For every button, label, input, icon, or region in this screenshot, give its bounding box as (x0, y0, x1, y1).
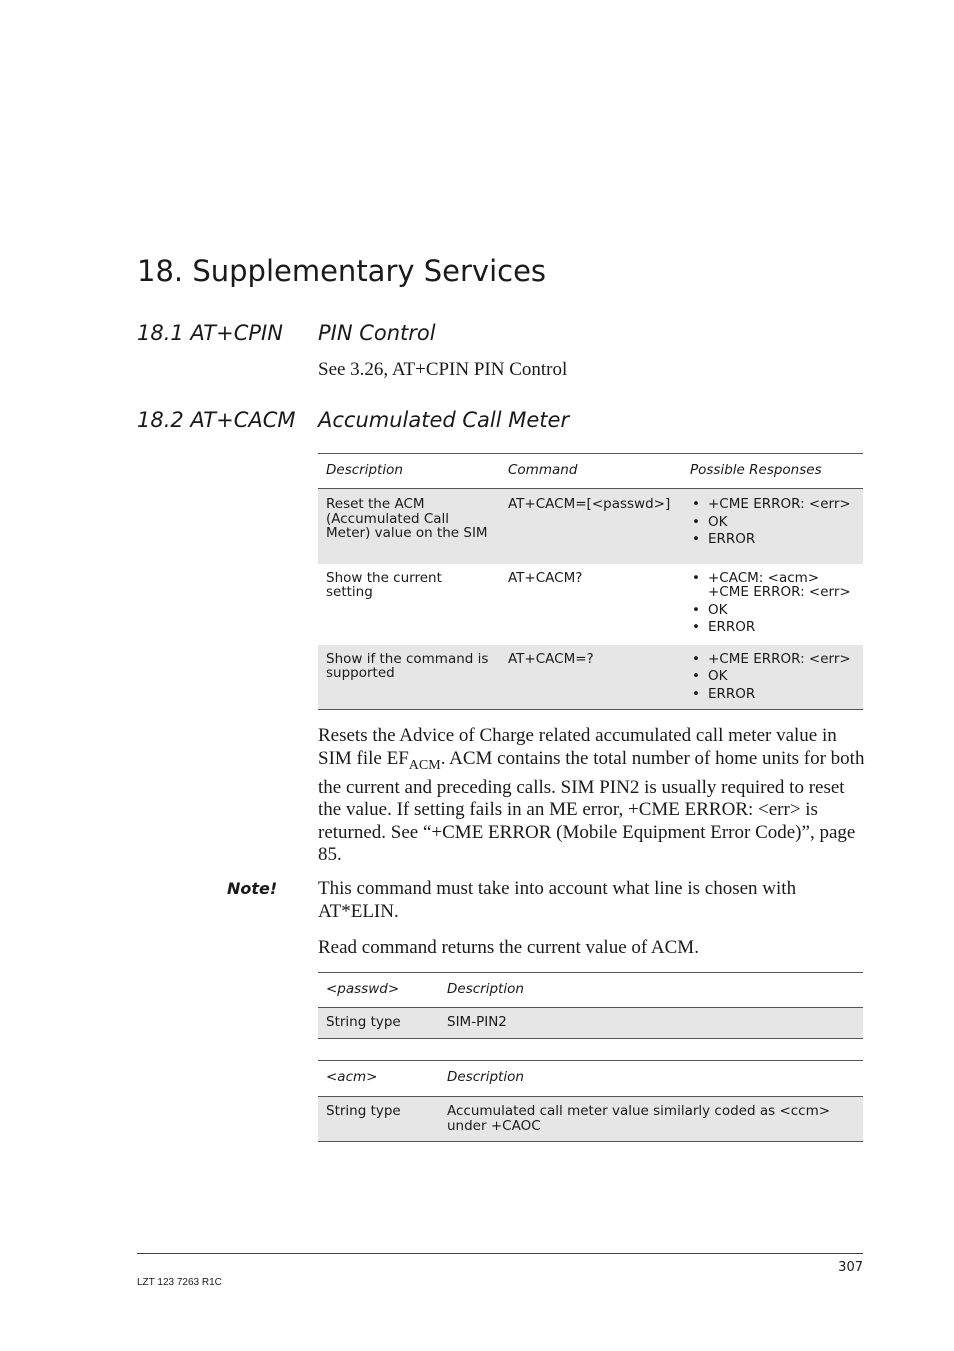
row-command: AT+CACM? (508, 569, 583, 586)
row-description: Reset the ACM (Accumulated Call Meter) value on the SIM (318, 489, 500, 564)
subscript: ACM (408, 757, 441, 773)
command-table (318, 453, 863, 710)
response-item: • OK (690, 515, 855, 530)
body-paragraph (318, 725, 866, 867)
response-item: • OK (690, 603, 855, 618)
acm-type: String type (318, 1097, 439, 1142)
passwd-table (318, 972, 863, 1039)
page-number: 307 (838, 1260, 863, 1275)
header-acm: <acm> (318, 1061, 439, 1097)
note-label: Note! (227, 879, 278, 898)
footer-rule (137, 1253, 863, 1254)
section-1-number: 18.1 AT+CPIN (137, 321, 283, 345)
response-item: • ERROR (690, 687, 855, 702)
row-responses (682, 564, 863, 645)
table-row (318, 1008, 863, 1039)
row-responses (682, 645, 863, 710)
table-row (318, 645, 863, 710)
row-description: Show if the command is supported (318, 645, 500, 710)
note-text: This command must take into account what line is chosen with AT*ELIN. (318, 878, 797, 922)
table-row (318, 564, 863, 645)
table-row (318, 1097, 863, 1142)
table-row (318, 489, 863, 564)
row-description: Show the current setting (326, 569, 442, 600)
response-item: • +CME ERROR: <err> (690, 652, 855, 667)
section-1-text: See 3.26, AT+CPIN PIN Control (318, 359, 568, 380)
passwd-type: String type (318, 1008, 439, 1039)
section-1-title: PIN Control (318, 321, 436, 345)
paragraph-text: Resets the Advice of Charge related accumulated call meter value in SIM file EF (318, 725, 837, 769)
row-command: AT+CACM=? (500, 645, 682, 710)
response-item: • ERROR (690, 532, 855, 547)
header-description: Description (439, 1061, 863, 1097)
section-2-number: 18.2 AT+CACM (137, 408, 296, 432)
header-description: Description (439, 973, 863, 1008)
chapter-title: 18. Supplementary Services (137, 254, 547, 288)
header-responses: Possible Responses (682, 454, 863, 489)
header-command: Command (500, 454, 682, 489)
response-item: • ERROR (690, 620, 855, 635)
response-item: • OK (690, 669, 855, 684)
passwd-table-header (318, 973, 863, 1008)
header-passwd: <passwd> (318, 973, 439, 1008)
paragraph-text: . ACM contains the total number of home units for both the current and preceding calls. SIM PIN2 is usually required to reset the value. If setting fails in an ME error, +CME ERROR: <err> is returned. See “+CME ERROR (Mobile Equipment Error Code)”, page 85. (318, 747, 865, 866)
passwd-description: SIM-PIN2 (439, 1008, 863, 1039)
section-2-title: Accumulated Call Meter (318, 408, 570, 432)
acm-description: Accumulated call meter value similarly coded as <ccm> under +CAOC (439, 1097, 863, 1142)
header-description: Description (318, 454, 500, 489)
acm-table (318, 1060, 863, 1142)
response-item: • +CACM: <acm> +CME ERROR: <err> (690, 571, 855, 600)
row-responses (682, 489, 863, 564)
row-command: AT+CACM=[<passwd>] (500, 489, 682, 564)
acm-table-header (318, 1061, 863, 1097)
doc-id: LZT 123 7263 R1C (137, 1277, 222, 1288)
command-table-header (318, 454, 863, 489)
response-item: • +CME ERROR: <err> (690, 497, 855, 512)
read-command-text: Read command returns the current value of ACM. (318, 937, 699, 958)
